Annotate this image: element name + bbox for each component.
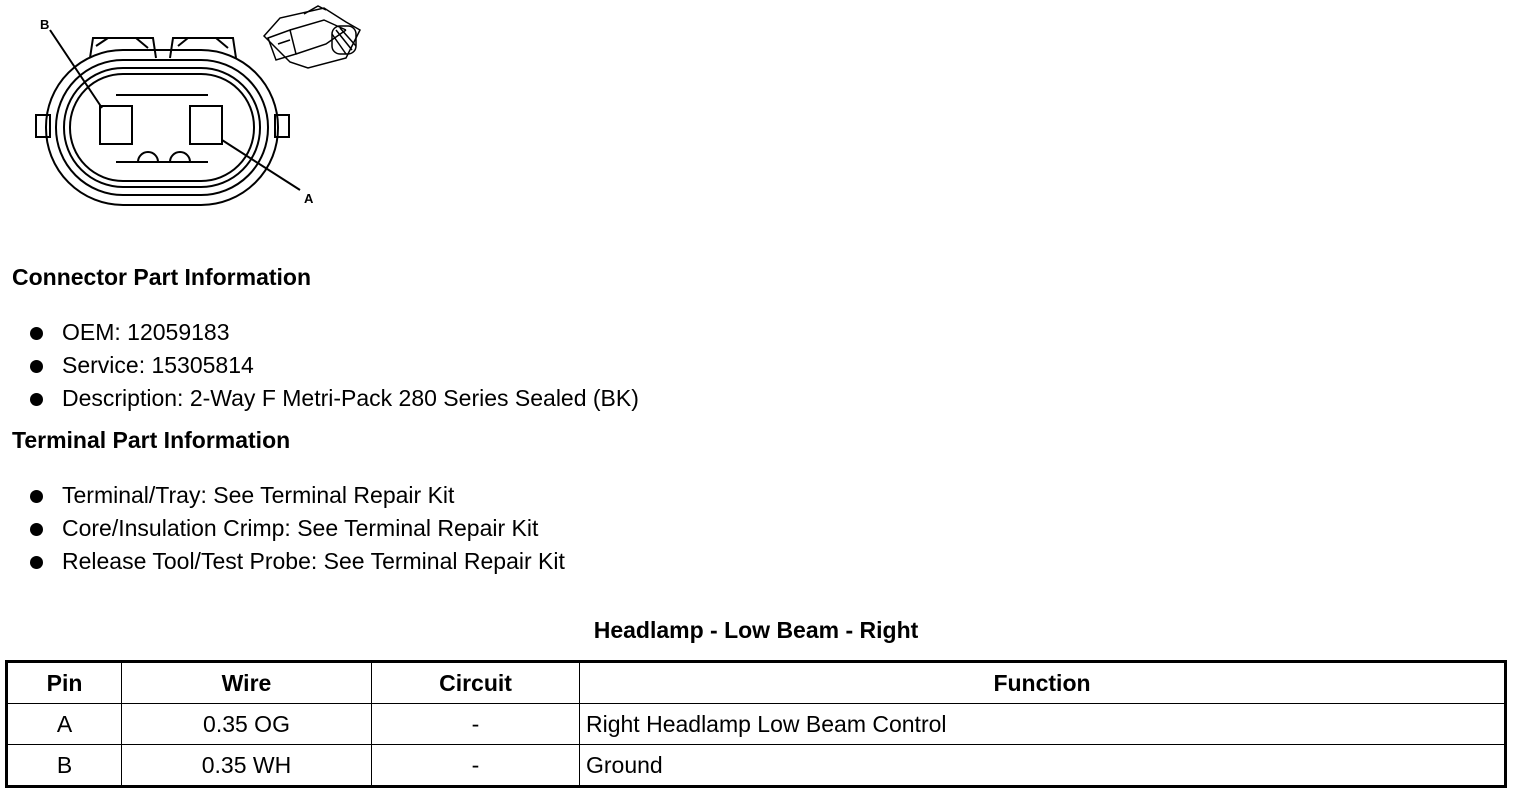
list-item	[28, 512, 565, 545]
crimp-info: Core/Insulation Crimp: See Terminal Repair Kit	[62, 515, 539, 541]
cell-wire: 0.35 WH	[122, 745, 372, 787]
list-item	[28, 545, 565, 578]
cell-pin: B	[7, 745, 122, 787]
header-function: Function	[580, 662, 1506, 704]
header-wire: Wire	[122, 662, 372, 704]
bullet-icon	[30, 393, 43, 406]
cell-wire: 0.35 OG	[122, 704, 372, 745]
connector-info-list	[28, 316, 639, 415]
header-circuit: Circuit	[372, 662, 580, 704]
bullet-icon	[30, 490, 43, 503]
bullet-icon	[30, 360, 43, 373]
pinout-table-title: Headlamp - Low Beam - Right	[593, 617, 919, 643]
bullet-icon	[30, 556, 43, 569]
oem-part-number: OEM: 12059183	[62, 319, 230, 345]
cell-function: Right Headlamp Low Beam Control	[580, 704, 1506, 745]
list-item	[28, 349, 639, 382]
list-item	[28, 316, 639, 349]
table-header-row	[7, 662, 1506, 704]
cell-circuit: -	[372, 745, 580, 787]
cell-pin: A	[7, 704, 122, 745]
bullet-icon	[30, 327, 43, 340]
table-row	[7, 704, 1506, 745]
pinout-table	[5, 660, 1507, 788]
terminal-info-list	[28, 479, 565, 578]
terminal-tray-info: Terminal/Tray: See Terminal Repair Kit	[62, 482, 455, 508]
list-item	[28, 382, 639, 415]
service-part-number: Service: 15305814	[62, 352, 254, 378]
cell-function: Ground	[580, 745, 1506, 787]
connector-face-diagram	[28, 0, 368, 215]
table-row	[7, 745, 1506, 787]
list-item	[28, 479, 565, 512]
bullet-icon	[30, 523, 43, 536]
release-tool-info: Release Tool/Test Probe: See Terminal Repair Kit	[62, 548, 565, 574]
connector-info-heading: Connector Part Information	[12, 264, 312, 290]
cell-circuit: -	[372, 704, 580, 745]
pin-label-a: A	[304, 191, 314, 206]
header-pin: Pin	[7, 662, 122, 704]
terminal-info-heading: Terminal Part Information	[12, 427, 291, 453]
pin-label-b: B	[40, 17, 50, 32]
connector-description: Description: 2-Way F Metri-Pack 280 Series Sealed (BK)	[62, 385, 639, 411]
